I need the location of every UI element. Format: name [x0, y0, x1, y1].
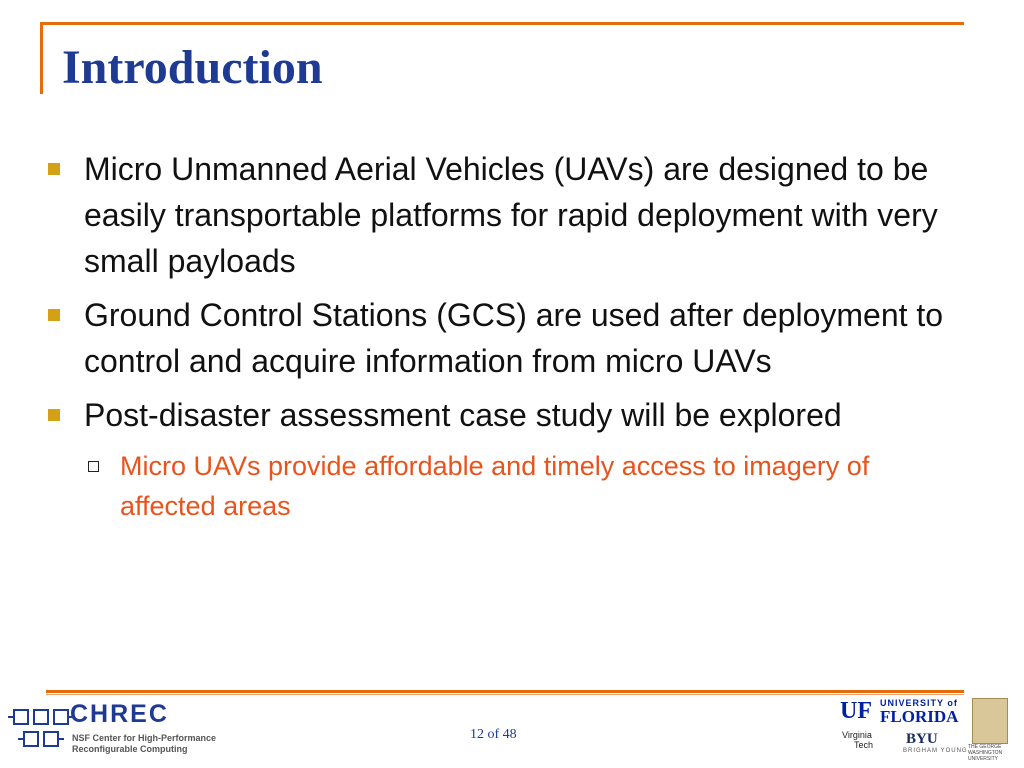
footer-divider-thin: [46, 694, 964, 695]
gw-line-1: THE GEORGE: [968, 744, 1002, 750]
gw-line-3: UNIVERSITY: [968, 756, 999, 762]
bullet-item: [44, 392, 964, 438]
slide-title: Introduction: [62, 41, 323, 94]
bullet-item: [44, 146, 964, 284]
slide-frame-left: [40, 22, 43, 94]
vt-line-1: Virginia: [842, 730, 872, 740]
bullet-text: Post-disaster assessment case study will be explored: [84, 397, 842, 433]
virginia-tech-logo: [842, 730, 873, 750]
bullet-text: Micro Unmanned Aerial Vehicles (UAVs) are designed to be easily transportable platforms for rapid deployment with very small payloads: [84, 151, 938, 279]
uf-logo-mark: UF: [840, 698, 872, 724]
vt-line-2: Tech: [854, 740, 874, 750]
byu-logo: BYU: [906, 731, 938, 747]
slide-frame-top: [40, 22, 964, 25]
byu-subtitle: BRIGHAM YOUNG: [903, 748, 968, 754]
gw-line-2: WASHINGTON: [968, 750, 1003, 756]
hollow-square-bullet-icon: [88, 461, 99, 472]
page-number: 12 of 48: [470, 727, 517, 742]
uf-logo-small-text: UNIVERSITY of: [880, 698, 958, 708]
gw-logo-text: [968, 744, 1002, 762]
square-bullet-icon: [48, 409, 60, 421]
bullet-text: Ground Control Stations (GCS) are used after deployment to control and acquire information from micro UAVs: [84, 297, 944, 379]
square-bullet-icon: [48, 309, 60, 321]
square-bullet-icon: [48, 163, 60, 175]
bullet-item: [44, 292, 964, 384]
sub-bullet-item: [44, 446, 964, 526]
chrec-tagline-1: NSF Center for High-Performance: [72, 733, 217, 743]
bullet-list: [44, 146, 964, 526]
sub-bullet-text: Micro UAVs provide affordable and timely access to imagery of affected areas: [120, 451, 870, 521]
footer-divider: [46, 690, 964, 693]
chrec-wordmark: CHREC: [70, 700, 169, 728]
chrec-tagline-2: Reconfigurable Computing: [72, 744, 188, 754]
uf-logo-name: FLORIDA: [880, 707, 959, 726]
gw-portrait-icon: [972, 698, 1008, 744]
